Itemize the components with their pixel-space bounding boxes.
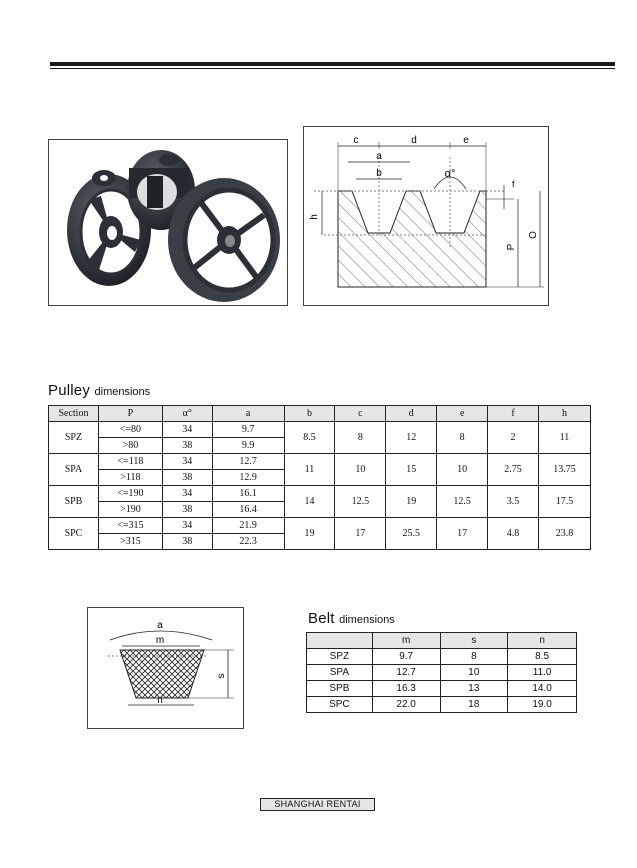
table-row [307, 649, 577, 665]
belt-s-cell: 8 [440, 649, 508, 665]
f-cell: 2 [488, 422, 539, 454]
belt-label-n: n [157, 695, 163, 706]
table-row [307, 697, 577, 713]
pulley-product-illustration [49, 140, 287, 305]
dim-label-c: c [353, 135, 359, 146]
belt-dimensions-table [306, 632, 577, 713]
belt-dimensions-heading [308, 610, 395, 628]
table-row [49, 454, 591, 470]
d-cell: 25.5 [386, 518, 437, 550]
table-row [307, 681, 577, 697]
dim-label-h: h [309, 214, 320, 220]
belt-m-cell: 12.7 [372, 665, 440, 681]
dim-label-o: O [528, 231, 539, 239]
e-cell: 12.5 [437, 486, 488, 518]
b-cell: 11 [284, 454, 335, 486]
b-cell: 14 [284, 486, 335, 518]
d-cell: 12 [386, 422, 437, 454]
col-header-b: b [284, 406, 335, 422]
dim-label-b: b [376, 168, 382, 179]
h-cell: 17.5 [539, 486, 591, 518]
dim-label-e: e [463, 135, 469, 146]
top-rule-thick [50, 62, 615, 66]
belt-header-row [307, 633, 577, 649]
col-header-alpha: α° [162, 406, 212, 422]
a-cell: 12.9 [212, 470, 284, 486]
pulley-heading-big: Pulley [48, 382, 91, 399]
h-cell: 13.75 [539, 454, 591, 486]
col-header-p: P [98, 406, 162, 422]
belt-s-cell: 18 [440, 697, 508, 713]
f-cell: 4.8 [488, 518, 539, 550]
b-cell: 8.5 [284, 422, 335, 454]
e-cell: 17 [437, 518, 488, 550]
f-cell: 2.75 [488, 454, 539, 486]
belt-col-header-m: m [372, 633, 440, 649]
dim-label-a: a [376, 151, 382, 162]
belt-m-cell: 9.7 [372, 649, 440, 665]
belt-section-cell: SPB [307, 681, 373, 697]
alpha-cell: 38 [162, 502, 212, 518]
b-cell: 19 [284, 518, 335, 550]
belt-col-header-n: n [508, 633, 577, 649]
belt-col-header-section [307, 633, 373, 649]
a-cell: 21.9 [212, 518, 284, 534]
c-cell: 17 [335, 518, 386, 550]
a-cell: 9.7 [212, 422, 284, 438]
p-cell: >315 [98, 534, 162, 550]
pulley-header-row [49, 406, 591, 422]
top-rule-thin [50, 68, 615, 69]
footer-brand: SHANGHAI RENTAI [260, 798, 375, 811]
d-cell: 15 [386, 454, 437, 486]
table-row [49, 422, 591, 438]
a-cell: 12.7 [212, 454, 284, 470]
a-cell: 9.9 [212, 438, 284, 454]
col-header-d: d [386, 406, 437, 422]
h-cell: 23.8 [539, 518, 591, 550]
belt-section-cell: SPC [307, 697, 373, 713]
a-cell: 22.3 [212, 534, 284, 550]
belt-section-cell: SPA [307, 665, 373, 681]
belt-m-cell: 22.0 [372, 697, 440, 713]
col-header-h: h [539, 406, 591, 422]
large-pulley [168, 178, 280, 302]
col-header-section: Section [49, 406, 99, 422]
belt-heading-big: Belt [308, 610, 335, 627]
col-header-f: f [488, 406, 539, 422]
e-cell: 10 [437, 454, 488, 486]
section-cell: SPZ [49, 422, 99, 454]
belt-n-cell: 14.0 [508, 681, 577, 697]
col-header-e: e [437, 406, 488, 422]
dim-label-alpha: α° [444, 168, 456, 180]
alpha-cell: 38 [162, 534, 212, 550]
belt-s-cell: 10 [440, 665, 508, 681]
alpha-cell: 34 [162, 454, 212, 470]
table-row [307, 665, 577, 681]
belt-n-cell: 8.5 [508, 649, 577, 665]
c-cell: 8 [335, 422, 386, 454]
p-cell: <=118 [98, 454, 162, 470]
c-cell: 12.5 [335, 486, 386, 518]
belt-n-cell: 19.0 [508, 697, 577, 713]
alpha-cell: 38 [162, 470, 212, 486]
belt-heading-small: dimensions [339, 614, 395, 626]
f-cell: 3.5 [488, 486, 539, 518]
product-photo [48, 139, 288, 306]
alpha-cell: 38 [162, 438, 212, 454]
belt-m-cell: 16.3 [372, 681, 440, 697]
belt-section-cell: SPZ [307, 649, 373, 665]
pulley-dimensions-heading [48, 382, 150, 400]
dim-label-p: P [506, 243, 517, 251]
belt-diagram [87, 607, 244, 729]
dim-label-d: d [411, 135, 417, 146]
col-header-a: a [212, 406, 284, 422]
col-header-c: c [335, 406, 386, 422]
p-cell: >190 [98, 502, 162, 518]
belt-s-cell: 13 [440, 681, 508, 697]
belt-n-cell: 11.0 [508, 665, 577, 681]
groove-diagram-svg [304, 127, 548, 305]
pulley-heading-small: dimensions [94, 386, 151, 398]
a-cell: 16.4 [212, 502, 284, 518]
section-cell: SPB [49, 486, 99, 518]
belt-label-s: s [216, 673, 227, 679]
alpha-cell: 34 [162, 422, 212, 438]
belt-diagram-svg [88, 608, 243, 728]
p-cell: <=80 [98, 422, 162, 438]
table-row [49, 486, 591, 502]
belt-label-a: a [157, 620, 163, 631]
p-cell: >118 [98, 470, 162, 486]
h-cell: 11 [539, 422, 591, 454]
a-cell: 16.1 [212, 486, 284, 502]
e-cell: 8 [437, 422, 488, 454]
p-cell: <=190 [98, 486, 162, 502]
table-row [49, 518, 591, 534]
p-cell: >80 [98, 438, 162, 454]
p-cell: <=315 [98, 518, 162, 534]
d-cell: 19 [386, 486, 437, 518]
belt-label-m: m [155, 635, 165, 646]
section-cell: SPA [49, 454, 99, 486]
dim-label-f: f [512, 179, 515, 189]
alpha-cell: 34 [162, 518, 212, 534]
belt-col-header-s: s [440, 633, 508, 649]
pulley-dimensions-table [48, 405, 591, 550]
groove-diagram [303, 126, 549, 306]
alpha-cell: 34 [162, 486, 212, 502]
section-cell: SPC [49, 518, 99, 550]
c-cell: 10 [335, 454, 386, 486]
